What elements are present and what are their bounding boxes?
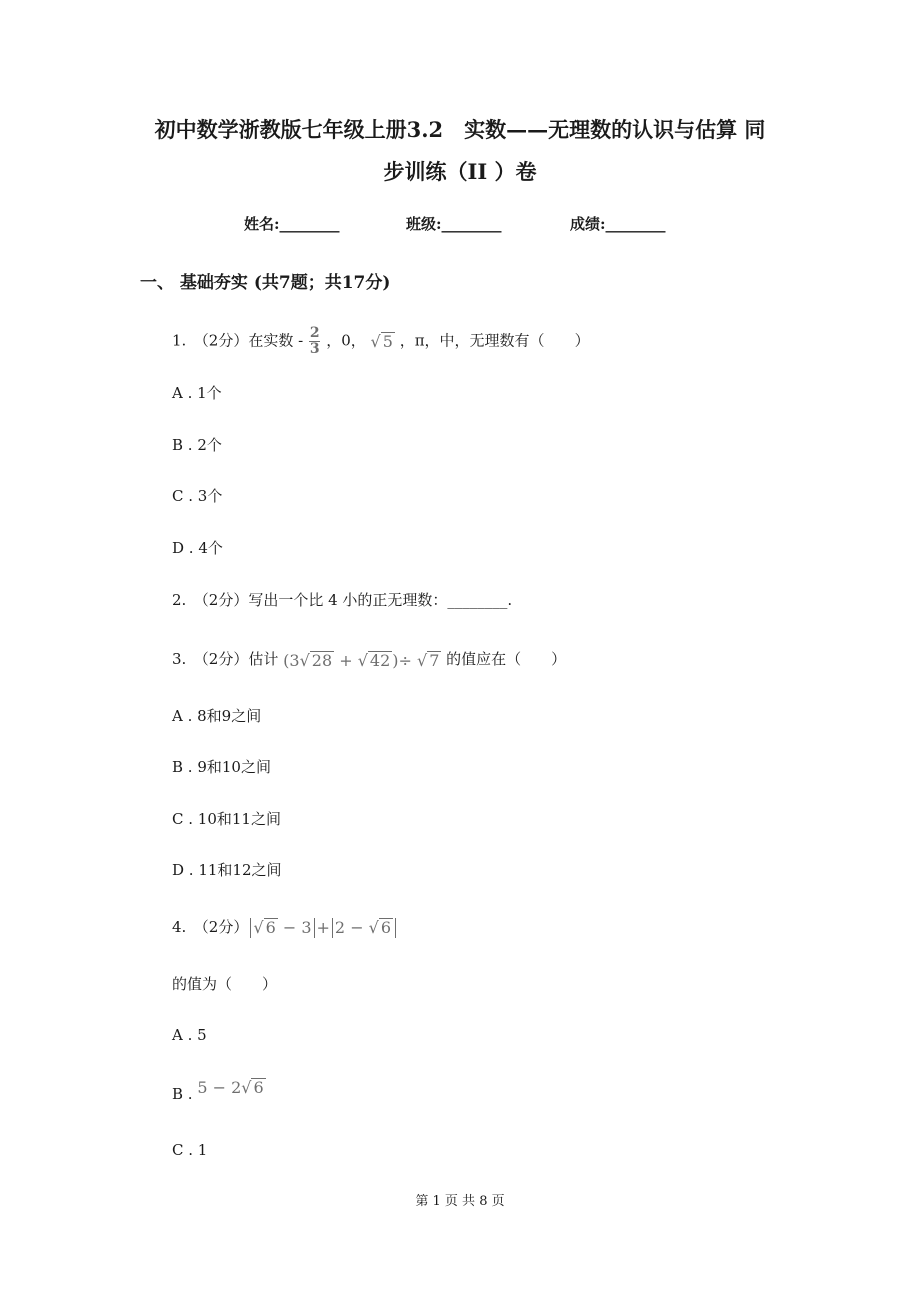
option-b-expression: 5 − 2√ 6 [197, 1077, 264, 1097]
question-3-suffix: 的值应在（ ） [446, 650, 567, 668]
question-3-prefix: 3. （2分）估计 [172, 650, 279, 668]
question-1-option-b: B . 2个 [172, 436, 222, 454]
question-3 [172, 648, 566, 670]
question-4-line2: 的值为（ ） [172, 975, 278, 993]
page-title-line1: 初中数学浙教版七年级上册3.2 实数——无理数的认识与估算 同 [154, 117, 766, 142]
question-2: 2. （2分）写出一个比 4 小的正无理数：________. [172, 591, 513, 609]
question-3-option-b: B . 9和10之间 [172, 758, 271, 776]
question-4-option-c: C . 1 [172, 1141, 208, 1159]
score-field-label: 成绩:________ [570, 215, 666, 233]
estimate-expression: (3√ 28 + √ 42 )÷ √ 7 [283, 650, 440, 670]
question-4 [172, 916, 398, 938]
question-1-option-d: D . 4个 [172, 539, 223, 557]
question-1-option-a: A . 1个 [172, 384, 222, 402]
question-1-prefix: 1. （2分）在实数 - [172, 331, 304, 350]
name-field-label: 姓名:________ [244, 215, 340, 233]
class-field-label: 班级:________ [406, 215, 502, 233]
question-4-prefix: 4. （2分） [172, 918, 249, 936]
question-3-option-a: A . 8和9之间 [172, 707, 262, 725]
question-1-mid: ，0， [326, 331, 366, 350]
question-4-option-b-label: B . [172, 1085, 193, 1103]
page-footer: 第 1 页 共 8 页 [415, 1194, 505, 1209]
absolute-value-expression: √ 6 − 3 + 2 − √ 6 [248, 918, 398, 939]
question-4-option-b [172, 1077, 266, 1105]
question-1-option-c: C . 3个 [172, 487, 223, 505]
question-3-option-d: D . 11和12之间 [172, 861, 282, 879]
section-title: 一、 基础夯实 (共7题；共17分) [140, 273, 391, 293]
sqrt-5-expression: √ 5 [370, 332, 393, 351]
question-3-option-c: C . 10和11之间 [172, 810, 281, 828]
question-4-option-a: A . 5 [172, 1026, 207, 1044]
page-title-line2: 步训练（II ）卷 [383, 159, 537, 184]
question-1-suffix: ，π，中，无理数有（ ） [399, 331, 590, 350]
fraction-two-thirds: $\frac{2}{3}$ [309, 325, 320, 357]
question-1 [172, 326, 590, 357]
